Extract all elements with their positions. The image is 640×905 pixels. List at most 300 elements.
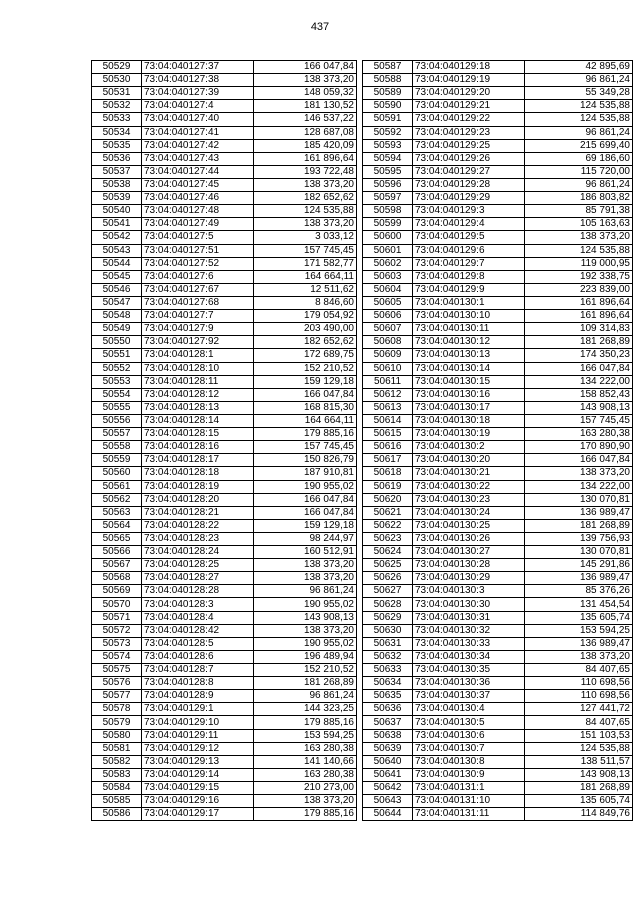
table-row	[92, 559, 357, 572]
row-number-cell: 50609	[363, 349, 413, 362]
value-cell: 181 268,89	[525, 336, 633, 349]
cadastral-number-cell: 73:04:040130:32	[413, 624, 525, 637]
table-row	[92, 506, 357, 519]
row-number-cell: 50564	[92, 519, 142, 532]
row-number-cell: 50533	[92, 113, 142, 126]
table-row	[92, 795, 357, 808]
cadastral-number-cell: 73:04:040130:8	[413, 755, 525, 768]
value-cell: 185 420,09	[254, 139, 357, 152]
value-cell: 174 350,23	[525, 349, 633, 362]
table-row	[363, 742, 633, 755]
value-cell: 119 000,95	[525, 257, 633, 270]
value-cell: 110 698,56	[525, 690, 633, 703]
cadastral-number-cell: 73:04:040127:9	[142, 323, 254, 336]
value-cell: 163 280,38	[254, 768, 357, 781]
cadastral-number-cell: 73:04:040129:26	[413, 152, 525, 165]
row-number-cell: 50597	[363, 192, 413, 205]
row-number-cell: 50644	[363, 808, 413, 821]
value-cell: 179 885,16	[254, 428, 357, 441]
cadastral-number-cell: 73:04:040127:46	[142, 192, 254, 205]
table-row	[363, 467, 633, 480]
cadastral-number-cell: 73:04:040129:15	[142, 782, 254, 795]
row-number-cell: 50559	[92, 454, 142, 467]
table-row	[363, 795, 633, 808]
value-cell: 192 338,75	[525, 270, 633, 283]
value-cell: 152 210,52	[254, 664, 357, 677]
cadastral-number-cell: 73:04:040129:19	[413, 74, 525, 87]
table-row	[363, 139, 633, 152]
row-number-cell: 50638	[363, 729, 413, 742]
table-row	[92, 664, 357, 677]
cadastral-number-cell: 73:04:040129:9	[413, 283, 525, 296]
row-number-cell: 50605	[363, 296, 413, 309]
table-row	[363, 624, 633, 637]
table-row	[92, 205, 357, 218]
cadastral-number-cell: 73:04:040128:22	[142, 519, 254, 532]
value-cell: 124 535,88	[254, 205, 357, 218]
row-number-cell: 50536	[92, 152, 142, 165]
cadastral-number-cell: 73:04:040127:6	[142, 270, 254, 283]
value-cell: 138 373,20	[254, 74, 357, 87]
cadastral-number-cell: 73:04:040129:13	[142, 755, 254, 768]
value-cell: 157 745,45	[254, 244, 357, 257]
cadastral-number-cell: 73:04:040130:33	[413, 637, 525, 650]
table-row	[92, 61, 357, 74]
row-number-cell: 50567	[92, 559, 142, 572]
table-row	[363, 572, 633, 585]
cadastral-number-cell: 73:04:040128:15	[142, 428, 254, 441]
value-cell: 134 222,00	[525, 480, 633, 493]
value-cell: 161 896,64	[525, 310, 633, 323]
table-row	[363, 585, 633, 598]
value-cell: 181 268,89	[525, 782, 633, 795]
row-number-cell: 50632	[363, 650, 413, 663]
table-row	[92, 178, 357, 191]
row-number-cell: 50623	[363, 532, 413, 545]
cadastral-number-cell: 73:04:040129:4	[413, 218, 525, 231]
table-row	[363, 100, 633, 113]
cadastral-number-cell: 73:04:040129:29	[413, 192, 525, 205]
value-cell: 131 454,54	[525, 598, 633, 611]
cadastral-number-cell: 73:04:040130:1	[413, 296, 525, 309]
row-number-cell: 50641	[363, 768, 413, 781]
cadastral-number-cell: 73:04:040131:1	[413, 782, 525, 795]
table-row	[92, 257, 357, 270]
value-cell: 144 323,25	[254, 703, 357, 716]
value-cell: 109 314,83	[525, 323, 633, 336]
cadastral-number-cell: 73:04:040128:18	[142, 467, 254, 480]
cadastral-number-cell: 73:04:040130:29	[413, 572, 525, 585]
value-cell: 96 861,24	[254, 690, 357, 703]
cadastral-number-cell: 73:04:040127:42	[142, 139, 254, 152]
table-row	[92, 611, 357, 624]
row-number-cell: 50539	[92, 192, 142, 205]
row-number-cell: 50610	[363, 362, 413, 375]
value-cell: 153 594,25	[525, 624, 633, 637]
cadastral-number-cell: 73:04:040130:20	[413, 454, 525, 467]
table-row	[92, 218, 357, 231]
cadastral-number-cell: 73:04:040128:14	[142, 414, 254, 427]
cadastral-number-cell: 73:04:040127:38	[142, 74, 254, 87]
value-cell: 179 054,92	[254, 310, 357, 323]
row-number-cell: 50612	[363, 388, 413, 401]
value-cell: 166 047,84	[525, 454, 633, 467]
table-row	[363, 375, 633, 388]
table-row	[92, 296, 357, 309]
table-row	[363, 165, 633, 178]
cadastral-number-cell: 73:04:040129:1	[142, 703, 254, 716]
row-number-cell: 50547	[92, 296, 142, 309]
row-number-cell: 50555	[92, 401, 142, 414]
value-cell: 124 535,88	[525, 100, 633, 113]
cadastral-number-cell: 73:04:040128:23	[142, 532, 254, 545]
cadastral-number-cell: 73:04:040127:51	[142, 244, 254, 257]
row-number-cell: 50599	[363, 218, 413, 231]
cadastral-number-cell: 73:04:040129:5	[413, 231, 525, 244]
value-cell: 186 803,82	[525, 192, 633, 205]
registry-table-left	[91, 60, 357, 821]
table-row	[92, 336, 357, 349]
table-row	[92, 74, 357, 87]
value-cell: 8 846,60	[254, 296, 357, 309]
table-row	[92, 598, 357, 611]
table-row	[92, 637, 357, 650]
table-row	[363, 61, 633, 74]
value-cell: 143 908,13	[525, 401, 633, 414]
value-cell: 96 861,24	[525, 74, 633, 87]
row-number-cell: 50592	[363, 126, 413, 139]
value-cell: 136 989,47	[525, 506, 633, 519]
cadastral-number-cell: 73:04:040127:68	[142, 296, 254, 309]
cadastral-number-cell: 73:04:040130:26	[413, 532, 525, 545]
row-number-cell: 50581	[92, 742, 142, 755]
table-row	[363, 74, 633, 87]
cadastral-number-cell: 73:04:040129:7	[413, 257, 525, 270]
cadastral-number-cell: 73:04:040127:39	[142, 87, 254, 100]
table-row	[92, 139, 357, 152]
row-number-cell: 50578	[92, 703, 142, 716]
row-number-cell: 50591	[363, 113, 413, 126]
row-number-cell: 50620	[363, 493, 413, 506]
cadastral-number-cell: 73:04:040128:16	[142, 441, 254, 454]
value-cell: 171 582,77	[254, 257, 357, 270]
row-number-cell: 50629	[363, 611, 413, 624]
value-cell: 190 955,02	[254, 598, 357, 611]
row-number-cell: 50554	[92, 388, 142, 401]
table-row	[363, 703, 633, 716]
table-row	[363, 283, 633, 296]
registry-table-right	[362, 60, 633, 821]
row-number-cell: 50572	[92, 624, 142, 637]
row-number-cell: 50631	[363, 637, 413, 650]
row-number-cell: 50604	[363, 283, 413, 296]
table-row	[363, 218, 633, 231]
value-cell: 160 512,91	[254, 546, 357, 559]
row-number-cell: 50563	[92, 506, 142, 519]
table-row	[363, 192, 633, 205]
cadastral-number-cell: 73:04:040127:44	[142, 165, 254, 178]
table-row	[92, 283, 357, 296]
value-cell: 166 047,84	[254, 388, 357, 401]
value-cell: 170 890,90	[525, 441, 633, 454]
value-cell: 138 373,20	[254, 795, 357, 808]
value-cell: 96 861,24	[525, 126, 633, 139]
row-number-cell: 50551	[92, 349, 142, 362]
row-number-cell: 50622	[363, 519, 413, 532]
cadastral-number-cell: 73:04:040127:43	[142, 152, 254, 165]
value-cell: 130 070,81	[525, 493, 633, 506]
cadastral-number-cell: 73:04:040129:6	[413, 244, 525, 257]
value-cell: 136 989,47	[525, 572, 633, 585]
table-row	[92, 467, 357, 480]
row-number-cell: 50540	[92, 205, 142, 218]
row-number-cell: 50595	[363, 165, 413, 178]
row-number-cell: 50561	[92, 480, 142, 493]
row-number-cell: 50584	[92, 782, 142, 795]
table-row	[92, 677, 357, 690]
row-number-cell: 50542	[92, 231, 142, 244]
cadastral-number-cell: 73:04:040130:4	[413, 703, 525, 716]
row-number-cell: 50574	[92, 650, 142, 663]
table-row	[363, 87, 633, 100]
row-number-cell: 50598	[363, 205, 413, 218]
value-cell: 136 989,47	[525, 637, 633, 650]
value-cell: 135 605,74	[525, 795, 633, 808]
row-number-cell: 50624	[363, 546, 413, 559]
row-number-cell: 50577	[92, 690, 142, 703]
table-row	[363, 428, 633, 441]
cadastral-number-cell: 73:04:040130:10	[413, 310, 525, 323]
row-number-cell: 50556	[92, 414, 142, 427]
cadastral-number-cell: 73:04:040129:23	[413, 126, 525, 139]
row-number-cell: 50611	[363, 375, 413, 388]
table-row	[92, 729, 357, 742]
table-row	[363, 768, 633, 781]
cadastral-number-cell: 73:04:040130:11	[413, 323, 525, 336]
value-cell: 84 407,65	[525, 716, 633, 729]
cadastral-number-cell: 73:04:040130:22	[413, 480, 525, 493]
cadastral-number-cell: 73:04:040130:16	[413, 388, 525, 401]
row-number-cell: 50607	[363, 323, 413, 336]
row-number-cell: 50557	[92, 428, 142, 441]
table-row	[92, 165, 357, 178]
cadastral-number-cell: 73:04:040128:42	[142, 624, 254, 637]
row-number-cell: 50552	[92, 362, 142, 375]
table-row	[363, 559, 633, 572]
cadastral-number-cell: 73:04:040128:28	[142, 585, 254, 598]
value-cell: 134 222,00	[525, 375, 633, 388]
row-number-cell: 50619	[363, 480, 413, 493]
row-number-cell: 50643	[363, 795, 413, 808]
cadastral-number-cell: 73:04:040128:27	[142, 572, 254, 585]
table-row	[363, 441, 633, 454]
table-row	[363, 401, 633, 414]
cadastral-number-cell: 73:04:040130:24	[413, 506, 525, 519]
row-number-cell: 50613	[363, 401, 413, 414]
value-cell: 114 849,76	[525, 808, 633, 821]
table-row	[363, 414, 633, 427]
value-cell: 138 373,20	[525, 650, 633, 663]
table-row	[363, 244, 633, 257]
table-row	[363, 310, 633, 323]
cadastral-number-cell: 73:04:040130:17	[413, 401, 525, 414]
row-number-cell: 50589	[363, 87, 413, 100]
value-cell: 12 511,62	[254, 283, 357, 296]
cadastral-number-cell: 73:04:040128:6	[142, 650, 254, 663]
value-cell: 215 699,40	[525, 139, 633, 152]
cadastral-number-cell: 73:04:040129:20	[413, 87, 525, 100]
row-number-cell: 50560	[92, 467, 142, 480]
value-cell: 69 186,60	[525, 152, 633, 165]
row-number-cell: 50636	[363, 703, 413, 716]
value-cell: 179 885,16	[254, 808, 357, 821]
table-row	[363, 598, 633, 611]
value-cell: 143 908,13	[254, 611, 357, 624]
value-cell: 84 407,65	[525, 664, 633, 677]
value-cell: 159 129,18	[254, 375, 357, 388]
value-cell: 148 059,32	[254, 87, 357, 100]
value-cell: 124 535,88	[525, 113, 633, 126]
value-cell: 203 490,00	[254, 323, 357, 336]
cadastral-number-cell: 73:04:040129:18	[413, 61, 525, 74]
cadastral-number-cell: 73:04:040127:67	[142, 283, 254, 296]
value-cell: 223 839,00	[525, 283, 633, 296]
cadastral-number-cell: 73:04:040129:10	[142, 716, 254, 729]
value-cell: 168 815,30	[254, 401, 357, 414]
table-row	[363, 782, 633, 795]
cadastral-number-cell: 73:04:040129:21	[413, 100, 525, 113]
cadastral-number-cell: 73:04:040128:7	[142, 664, 254, 677]
table-row	[363, 152, 633, 165]
row-number-cell: 50626	[363, 572, 413, 585]
row-number-cell: 50530	[92, 74, 142, 87]
row-number-cell: 50538	[92, 178, 142, 191]
row-number-cell: 50628	[363, 598, 413, 611]
value-cell: 150 826,79	[254, 454, 357, 467]
table-row	[92, 100, 357, 113]
value-cell: 181 130,52	[254, 100, 357, 113]
row-number-cell: 50639	[363, 742, 413, 755]
row-number-cell: 50630	[363, 624, 413, 637]
cadastral-number-cell: 73:04:040130:7	[413, 742, 525, 755]
value-cell: 138 373,20	[254, 624, 357, 637]
cadastral-number-cell: 73:04:040129:25	[413, 139, 525, 152]
table-row	[363, 205, 633, 218]
cadastral-number-cell: 73:04:040128:9	[142, 690, 254, 703]
value-cell: 96 861,24	[525, 178, 633, 191]
cadastral-number-cell: 73:04:040130:25	[413, 519, 525, 532]
table-row	[92, 192, 357, 205]
table-row	[363, 296, 633, 309]
table-row	[92, 401, 357, 414]
value-cell: 210 273,00	[254, 782, 357, 795]
table-row	[363, 480, 633, 493]
value-cell: 179 885,16	[254, 716, 357, 729]
table-row	[92, 87, 357, 100]
table-row	[363, 650, 633, 663]
table-row	[92, 624, 357, 637]
table-row	[363, 546, 633, 559]
row-number-cell: 50603	[363, 270, 413, 283]
value-cell: 96 861,24	[254, 585, 357, 598]
table-row	[92, 493, 357, 506]
row-number-cell: 50543	[92, 244, 142, 257]
table-row	[92, 768, 357, 781]
row-number-cell: 50635	[363, 690, 413, 703]
value-cell: 181 268,89	[254, 677, 357, 690]
cadastral-number-cell: 73:04:040130:28	[413, 559, 525, 572]
table-row	[363, 755, 633, 768]
value-cell: 163 280,38	[254, 742, 357, 755]
registry-table-right-body	[363, 61, 633, 821]
table-row	[363, 493, 633, 506]
value-cell: 42 895,69	[525, 61, 633, 74]
row-number-cell: 50535	[92, 139, 142, 152]
cadastral-number-cell: 73:04:040129:8	[413, 270, 525, 283]
value-cell: 166 047,84	[254, 61, 357, 74]
value-cell: 141 140,66	[254, 755, 357, 768]
row-number-cell: 50642	[363, 782, 413, 795]
table-row	[92, 244, 357, 257]
table-row	[363, 270, 633, 283]
cadastral-number-cell: 73:04:040128:20	[142, 493, 254, 506]
table-row	[92, 362, 357, 375]
cadastral-number-cell: 73:04:040128:19	[142, 480, 254, 493]
table-row	[92, 532, 357, 545]
table-row	[363, 611, 633, 624]
cadastral-number-cell: 73:04:040130:5	[413, 716, 525, 729]
value-cell: 138 373,20	[525, 231, 633, 244]
row-number-cell: 50618	[363, 467, 413, 480]
value-cell: 190 955,02	[254, 637, 357, 650]
row-number-cell: 50541	[92, 218, 142, 231]
row-number-cell: 50615	[363, 428, 413, 441]
table-row	[92, 585, 357, 598]
cadastral-number-cell: 73:04:040128:25	[142, 559, 254, 572]
value-cell: 163 280,38	[525, 428, 633, 441]
cadastral-number-cell: 73:04:040128:13	[142, 401, 254, 414]
cadastral-number-cell: 73:04:040130:12	[413, 336, 525, 349]
table-row	[92, 480, 357, 493]
table-row	[92, 414, 357, 427]
row-number-cell: 50580	[92, 729, 142, 742]
row-number-cell: 50617	[363, 454, 413, 467]
row-number-cell: 50614	[363, 414, 413, 427]
value-cell: 138 373,20	[525, 467, 633, 480]
row-number-cell: 50534	[92, 126, 142, 139]
cadastral-number-cell: 73:04:040131:11	[413, 808, 525, 821]
table-row	[92, 782, 357, 795]
row-number-cell: 50570	[92, 598, 142, 611]
table-row	[363, 388, 633, 401]
cadastral-number-cell: 73:04:040130:35	[413, 664, 525, 677]
row-number-cell: 50608	[363, 336, 413, 349]
row-number-cell: 50627	[363, 585, 413, 598]
row-number-cell: 50633	[363, 664, 413, 677]
value-cell: 124 535,88	[525, 742, 633, 755]
row-number-cell: 50544	[92, 257, 142, 270]
cadastral-number-cell: 73:04:040129:12	[142, 742, 254, 755]
table-row	[363, 362, 633, 375]
table-row	[92, 323, 357, 336]
cadastral-number-cell: 73:04:040130:9	[413, 768, 525, 781]
value-cell: 55 349,28	[525, 87, 633, 100]
cadastral-number-cell: 73:04:040127:45	[142, 178, 254, 191]
row-number-cell: 50625	[363, 559, 413, 572]
value-cell: 166 047,84	[254, 493, 357, 506]
cadastral-number-cell: 73:04:040127:41	[142, 126, 254, 139]
table-row	[92, 113, 357, 126]
